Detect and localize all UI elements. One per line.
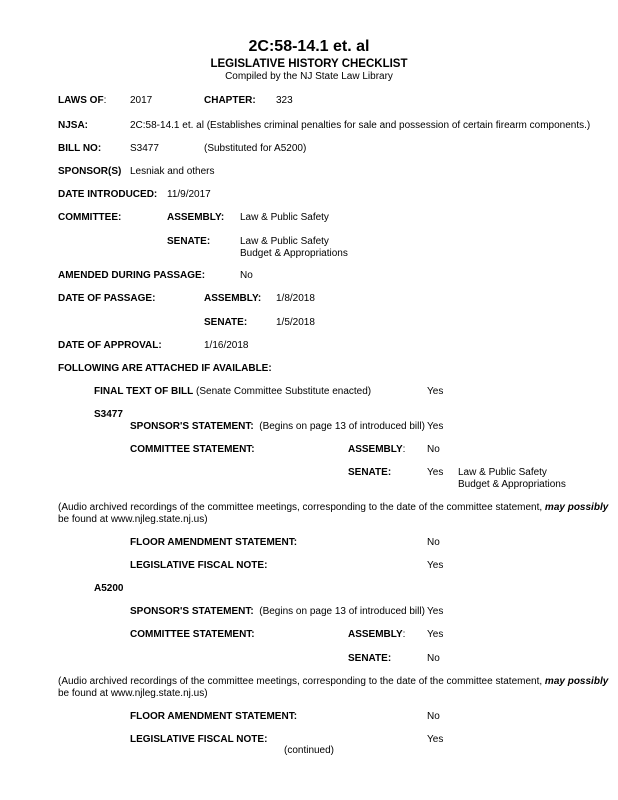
continued-note: (continued) xyxy=(283,745,335,756)
s3477-senate-committee-2: Budget & Appropriations xyxy=(458,479,566,490)
passage-senate-value: 1/5/2018 xyxy=(276,317,315,328)
amended-label: AMENDED DURING PASSAGE: xyxy=(58,270,206,281)
passage-senate-label: SENATE: xyxy=(204,317,248,328)
s3477-committee-statement-label: COMMITTEE STATEMENT: xyxy=(130,444,255,455)
s3477-sponsor-statement-value: Yes xyxy=(427,421,444,432)
s3477-assembly-label: ASSEMBLY: xyxy=(348,444,406,455)
final-text-value: Yes xyxy=(427,386,444,397)
s3477-senate-value: Yes xyxy=(427,467,444,478)
bill-no-note: (Substituted for A5200) xyxy=(204,143,307,154)
a5200-senate-label: SENATE: xyxy=(348,653,392,664)
committee-senate-value-2: Budget & Appropriations xyxy=(240,248,348,259)
a5200-floor-amendment-label: FLOOR AMENDMENT STATEMENT: xyxy=(130,711,298,722)
laws-of-label: LAWS OF: xyxy=(58,95,107,106)
bill-no-value: S3477 xyxy=(130,143,159,154)
committee-assembly-label: ASSEMBLY: xyxy=(167,212,225,223)
approval-label: DATE OF APPROVAL: xyxy=(58,340,162,351)
final-text-label: FINAL TEXT OF BILL (Senate Committee Substitute enacted) xyxy=(94,386,372,397)
s3477-sponsor-statement-label: SPONSOR'S STATEMENT: (Begins on page 13 of introduced bill) xyxy=(130,421,425,432)
njsa-value: 2C:58-14.1 et. al (Establishes criminal penalties for sale and possession of certain firearm components.) xyxy=(130,120,591,131)
s3477-audio-note-line-2: be found at www.njleg.state.nj.us) xyxy=(58,514,208,525)
committee-senate-value-1: Law & Public Safety xyxy=(240,236,329,247)
njsa-label: NJSA: xyxy=(58,120,89,131)
laws-of-value: 2017 xyxy=(130,95,153,106)
a5200-senate-value: No xyxy=(427,653,440,664)
a5200-assembly-value: Yes xyxy=(427,629,444,640)
a5200-fiscal-note-label: LEGISLATIVE FISCAL NOTE: xyxy=(130,734,268,745)
date-introduced-label: DATE INTRODUCED: xyxy=(58,189,158,200)
a5200-audio-note-line-1: (Audio archived recordings of the committee meetings, corresponding to the date of the committee statement, may possibly xyxy=(58,676,609,687)
committee-assembly-value: Law & Public Safety xyxy=(240,212,329,223)
s3477-senate-label: SENATE: xyxy=(348,467,392,478)
page-subtitle: LEGISLATIVE HISTORY CHECKLIST xyxy=(210,58,408,70)
bill-no-label: BILL NO: xyxy=(58,143,102,154)
s3477-heading: S3477 xyxy=(94,409,123,420)
committee-senate-label: SENATE: xyxy=(167,236,211,247)
date-introduced-value: 11/9/2017 xyxy=(167,189,211,200)
passage-label: DATE OF PASSAGE: xyxy=(58,293,156,304)
chapter-value: 323 xyxy=(276,95,293,106)
s3477-floor-amendment-value: No xyxy=(427,537,440,548)
chapter-label: CHAPTER: xyxy=(204,95,256,106)
attached-heading: FOLLOWING ARE ATTACHED IF AVAILABLE: xyxy=(58,363,272,374)
committee-label: COMMITTEE: xyxy=(58,212,122,223)
s3477-floor-amendment-label: FLOOR AMENDMENT STATEMENT: xyxy=(130,537,298,548)
approval-value: 1/16/2018 xyxy=(204,340,249,351)
a5200-audio-note-line-2: be found at www.njleg.state.nj.us) xyxy=(58,688,208,699)
a5200-committee-statement-label: COMMITTEE STATEMENT: xyxy=(130,629,255,640)
a5200-heading: A5200 xyxy=(94,583,124,594)
s3477-fiscal-note-label: LEGISLATIVE FISCAL NOTE: xyxy=(130,560,268,571)
page-title: 2C:58-14.1 et. al xyxy=(248,38,370,55)
passage-assembly-label: ASSEMBLY: xyxy=(204,293,262,304)
amended-value: No xyxy=(240,270,253,281)
s3477-fiscal-note-value: Yes xyxy=(427,560,444,571)
passage-assembly-value: 1/8/2018 xyxy=(276,293,315,304)
sponsor-value: Lesniak and others xyxy=(130,166,215,177)
s3477-assembly-value: No xyxy=(427,444,440,455)
a5200-assembly-label: ASSEMBLY: xyxy=(348,629,406,640)
sponsor-label: SPONSOR(S) xyxy=(58,166,122,177)
compiled-by: Compiled by the NJ State Law Library xyxy=(225,71,393,82)
a5200-fiscal-note-value: Yes xyxy=(427,734,444,745)
a5200-floor-amendment-value: No xyxy=(427,711,440,722)
a5200-sponsor-statement-value: Yes xyxy=(427,606,444,617)
s3477-senate-committee-1: Law & Public Safety xyxy=(458,467,547,478)
a5200-sponsor-statement-label: SPONSOR'S STATEMENT: (Begins on page 13 of introduced bill) xyxy=(130,606,425,617)
s3477-audio-note-line-1: (Audio archived recordings of the committee meetings, corresponding to the date of the committee statement, may possibly xyxy=(58,502,609,513)
